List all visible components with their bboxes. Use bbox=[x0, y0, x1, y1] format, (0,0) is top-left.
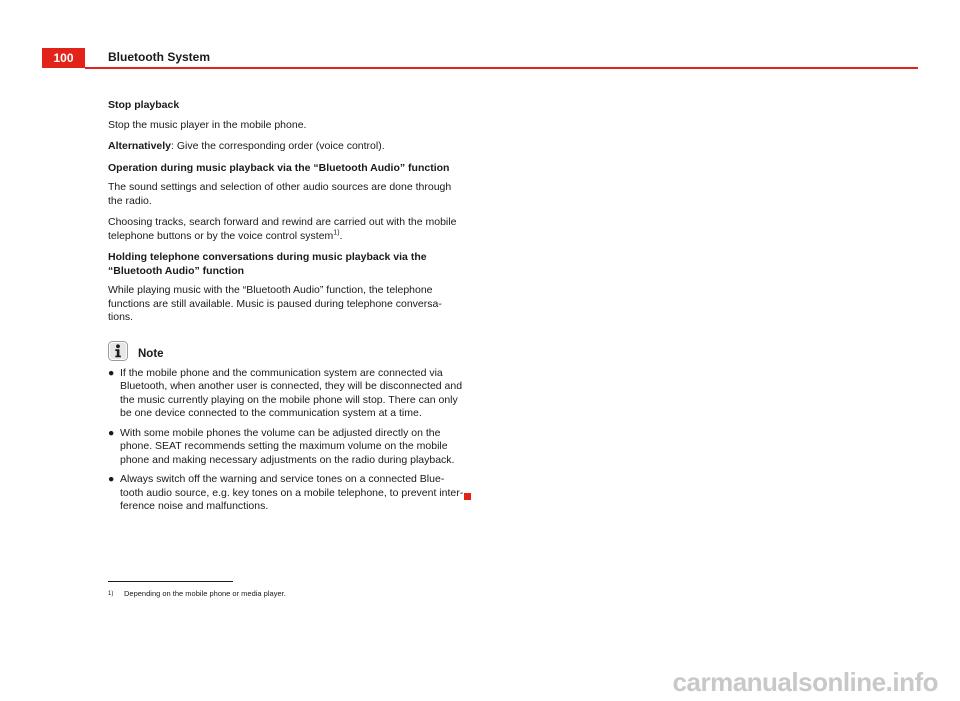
note-bullet bbox=[108, 427, 464, 468]
info-icon bbox=[108, 341, 128, 361]
note-bullet bbox=[108, 473, 464, 514]
stop-playback-heading: Stop playback bbox=[108, 99, 180, 111]
conversations-heading: Holding telephone conversations during music playback via the “Bluetooth Audio” function bbox=[108, 251, 427, 277]
footnote-marker: 1) bbox=[108, 591, 114, 597]
section-end-marker bbox=[464, 493, 471, 500]
note-label: Note bbox=[138, 347, 164, 360]
bullet-dot: ● bbox=[108, 426, 115, 439]
main-column bbox=[108, 99, 464, 514]
alternatively-text: : Give the corresponding order (voice control). bbox=[171, 140, 385, 152]
operation-text: The sound settings and selection of other audio sources are done through the radio. bbox=[108, 181, 452, 207]
page-title: Bluetooth System bbox=[108, 50, 211, 64]
tracks-text: Choosing tracks, search forward and rewind are carried out with the mobile telephone buttons or by the voice control system bbox=[108, 216, 457, 242]
note-bullet-text: If the mobile phone and the communication system are connected via Bluetooth, when another user is connected, they will be disconnected and the music currently playing on the mobile phone will stop. There can only be one device connected to the communication system at a time. bbox=[120, 366, 463, 419]
footnote bbox=[108, 589, 286, 599]
footnote-ref: 1) bbox=[333, 229, 340, 236]
note-header bbox=[108, 341, 464, 361]
footnote-rule bbox=[108, 581, 233, 582]
note-bullet-text: Always switch off the warning and service tones on a connected Blue-tooth audio source, e.g. key tones on a mobile telephone, to prevent inter-ference noise and malfunctions. bbox=[120, 473, 464, 512]
bullet-dot: ● bbox=[108, 366, 115, 379]
stop-playback-text: Stop the music player in the mobile phone. bbox=[108, 118, 307, 131]
watermark: carmanualsonline.info bbox=[672, 667, 938, 697]
page-number: 100 bbox=[42, 48, 85, 68]
alternatively-paragraph bbox=[108, 140, 464, 154]
note-bullet bbox=[108, 367, 464, 421]
operation-heading: Operation during music playback via the “Bluetooth Audio” function bbox=[108, 161, 450, 174]
header-rule bbox=[85, 67, 918, 69]
alternatively-label: Alternatively bbox=[108, 140, 172, 152]
conversations-text: While playing music with the “Bluetooth Audio” function, the telephone functions are still available. Music is paused during telephone conversa-tions. bbox=[108, 284, 442, 323]
tracks-paragraph: Choosing tracks, search forward and rewind are carried out with the mobile telephone buttons or by the voice control system$^{1)}$. bbox=[108, 216, 457, 242]
footnote-text: Depending on the mobile phone or media player. bbox=[124, 589, 286, 598]
note-bullet-text: With some mobile phones the volume can be adjusted directly on the phone. SEAT recommends setting the maximum volume on the mobile phone and making necessary adjustments on the radio during playback. bbox=[120, 426, 455, 466]
bullet-dot: ● bbox=[108, 473, 115, 485]
